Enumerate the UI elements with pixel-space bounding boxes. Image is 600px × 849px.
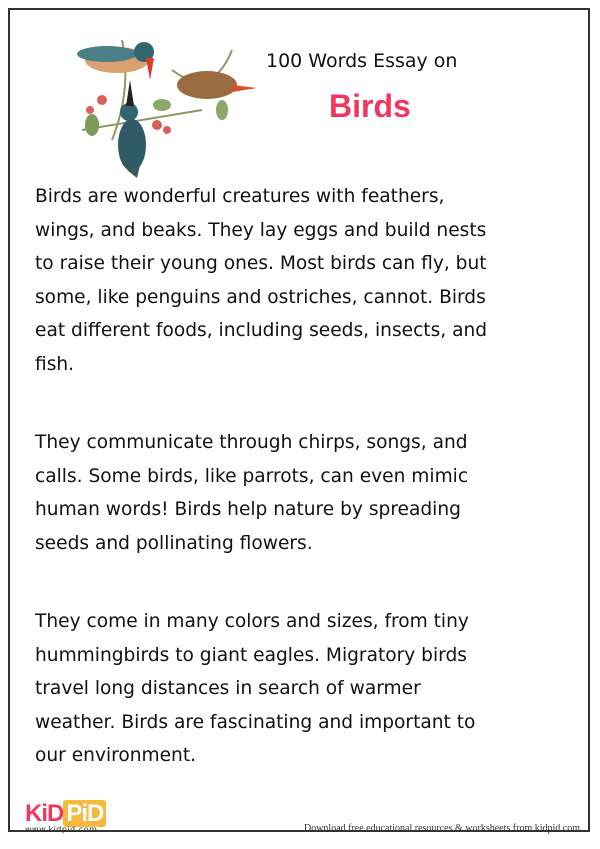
text-line: Birds are wonderful creatures with feathers, (35, 186, 445, 207)
text-line: calls. Some birds, like parrots, can even mimic (35, 465, 469, 487)
text-line: seeds and pollinating flowers. (35, 532, 313, 554)
text-line: human words! Birds help nature by spreading (35, 499, 461, 520)
paragraph-3 (35, 605, 475, 773)
footer-note: Download free educational resources & worksheets from kidpid.com (303, 823, 580, 834)
paragraph-2 (35, 426, 468, 560)
text-line: They communicate through chirps, songs, and (35, 432, 468, 453)
text-line: weather. Birds are fascinating and important to (35, 711, 476, 733)
logo-kid: KiD (25, 800, 64, 827)
text-line: eat different foods, including seeds, insects, and (35, 320, 488, 341)
essay-title: Birds (329, 88, 411, 124)
text-line: wings, and beaks. They lay eggs and build nests (35, 219, 487, 241)
paragraph-1 (35, 180, 487, 381)
text-line: hummingbirds to giant eagles. Migratory birds (35, 644, 467, 666)
birds-illustration (62, 30, 262, 180)
text-line: some, like penguins and ostriches, cannot. Birds (35, 286, 486, 308)
text-line: to raise their young ones. Most birds can fly, but (35, 253, 487, 274)
text-line: They come in many colors and sizes, from tiny (35, 611, 469, 632)
text-line: our environment. (35, 745, 197, 766)
site-url[interactable]: www.kidpid.com (25, 825, 98, 834)
text-line: fish. (35, 353, 75, 375)
kidpid-logo (25, 800, 106, 828)
text-line: travel long distances in search of warmer (35, 678, 421, 699)
logo-pid: PiD (63, 800, 106, 827)
essay-subtitle: 100 Words Essay on (266, 50, 458, 72)
